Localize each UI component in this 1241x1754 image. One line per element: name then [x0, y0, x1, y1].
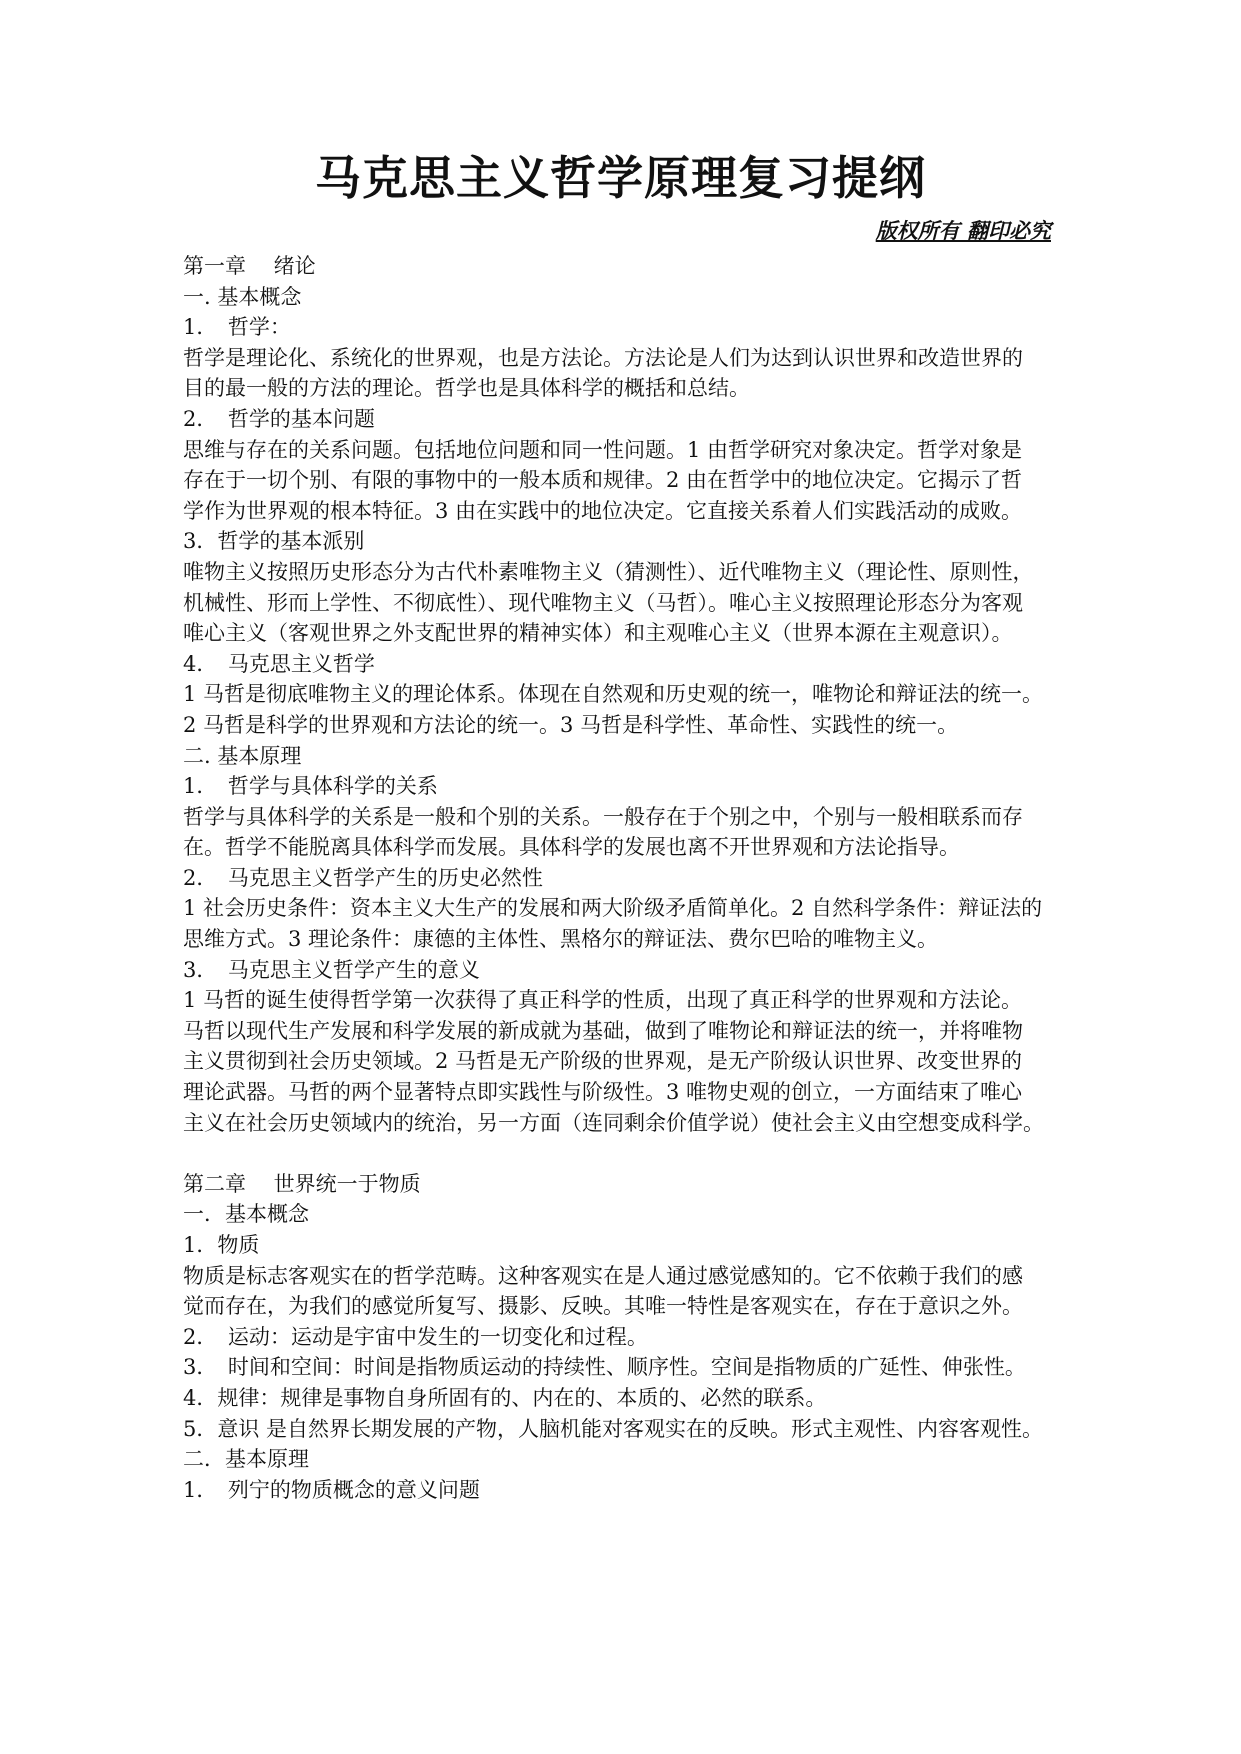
text-line: 2． 运动：运动是宇宙中发生的一切变化和过程。: [183, 1324, 648, 1349]
text-line: 唯心主义（客观世界之外支配世界的精神实体）和主观唯心主义（世界本源在主观意识）。: [183, 621, 1013, 646]
text-line: 2 马哲是科学的世界观和方法论的统一。3 马哲是科学性、革命性、实践性的统一。: [183, 712, 959, 737]
text-line: 觉而存在，为我们的感觉所复写、摄影、反映。其唯一特性是客观实在，存在于意识之外。: [183, 1294, 1023, 1319]
text-line: 目的最一般的方法的理论。哲学也是具体科学的概括和总结。: [183, 376, 750, 401]
text-line: 一．基本概念: [183, 1202, 309, 1227]
text-line: 机械性、形而上学性、不彻底性）、现代唯物主义（马哲）。唯心主义按照理论形态分为客观: [183, 590, 1023, 615]
text-line: 2． 哲学的基本问题: [183, 406, 375, 431]
text-line: 马哲以现代生产发展和科学发展的新成就为基础，做到了唯物论和辩证法的统一，并将唯物: [183, 1018, 1023, 1043]
text-line: 二．基本原理: [183, 1447, 309, 1472]
text-line: 哲学是理论化、系统化的世界观，也是方法论。方法论是人们为达到认识世界和改造世界的: [183, 345, 1023, 370]
text-line: 学作为世界观的根本特征。3 由在实践中的地位决定。它直接关系着人们实践活动的成败。: [183, 498, 1023, 523]
text-line: 哲学与具体科学的关系是一般和个别的关系。一般存在于个别之中，个别与一般相联系而存: [183, 804, 1023, 829]
text-line: 1 社会历史条件：资本主义大生产的发展和两大阶级矛盾简单化。2 自然科学条件：辩证法的: [183, 896, 1043, 921]
text-line: 3． 时间和空间：时间是指物质运动的持续性、顺序性。空间是指物质的广延性、伸张性。: [183, 1355, 1026, 1380]
text-line: 存在于一切个别、有限的事物中的一般本质和规律。2 由在哲学中的地位决定。它揭示了哲: [183, 468, 1023, 493]
text-line: 第一章 绪论: [183, 254, 316, 278]
text-line: 2． 马克思主义哲学产生的历史必然性: [183, 865, 543, 890]
text-line: 唯物主义按照历史形态分为古代朴素唯物主义（猜测性）、近代唯物主义（理论性、原则性，: [183, 559, 1034, 584]
text-line: 3． 马克思主义哲学产生的意义: [183, 957, 480, 982]
text-line: 3．哲学的基本派别: [183, 529, 365, 554]
text-line: 主义在社会历史领域内的统治，另一方面（连同剩余价值学说）使社会主义由空想变成科学。: [183, 1110, 1044, 1135]
text-line: 思维方式。3 理论条件：康德的主体性、黑格尔的辩证法、费尔巴哈的唯物主义。: [183, 927, 939, 952]
text-line: 第二章 世界统一于物质: [183, 1171, 421, 1196]
text-line: 1 马哲是彻底唯物主义的理论体系。体现在自然观和历史观的统一，唯物论和辩证法的统一。: [183, 682, 1044, 707]
text-line: 二. 基本原理: [183, 743, 302, 768]
text-line: 主义贯彻到社会历史领域。2 马哲是无产阶级的世界观，是无产阶级认识世界、改变世界的: [183, 1049, 1023, 1074]
document-body: [183, 251, 1063, 1505]
text-line: 1．物质: [183, 1233, 260, 1257]
text-line: 1． 哲学：: [183, 315, 291, 340]
copyright-notice: 版权所有 翻印必究: [875, 218, 1051, 243]
text-line: 1 马哲的诞生使得哲学第一次获得了真正科学的性质，出现了真正科学的世界观和方法论。: [183, 988, 1023, 1013]
text-line: 1． 列宁的物质概念的意义问题: [183, 1477, 480, 1502]
blank-line: [183, 1138, 1063, 1169]
text-line: 一. 基本概念: [183, 284, 302, 309]
text-line: 思维与存在的关系问题。包括地位问题和同一性问题。1 由哲学研究对象决定。哲学对象是: [183, 437, 1023, 462]
document-title: 马克思主义哲学原理复习提纲: [315, 151, 926, 205]
text-line: 在。哲学不能脱离具体科学而发展。具体科学的发展也离不开世界观和方法论指导。: [183, 835, 960, 860]
text-line: 物质是标志客观实在的哲学范畴。这种客观实在是人通过感觉感知的。它不依赖于我们的感: [183, 1263, 1023, 1288]
text-line: 理论武器。马哲的两个显著特点即实践性与阶级性。3 唯物史观的创立，一方面结束了唯心: [183, 1080, 1023, 1105]
text-line: 4． 马克思主义哲学: [183, 651, 375, 676]
text-line: 5．意识 是自然界长期发展的产物，人脑机能对客观实在的反映。形式主观性、内容客观性。: [183, 1416, 1044, 1441]
text-line: 1． 哲学与具体科学的关系: [183, 774, 438, 799]
text-line: 4．规律：规律是事物自身所固有的、内在的、本质的、必然的联系。: [183, 1385, 827, 1410]
